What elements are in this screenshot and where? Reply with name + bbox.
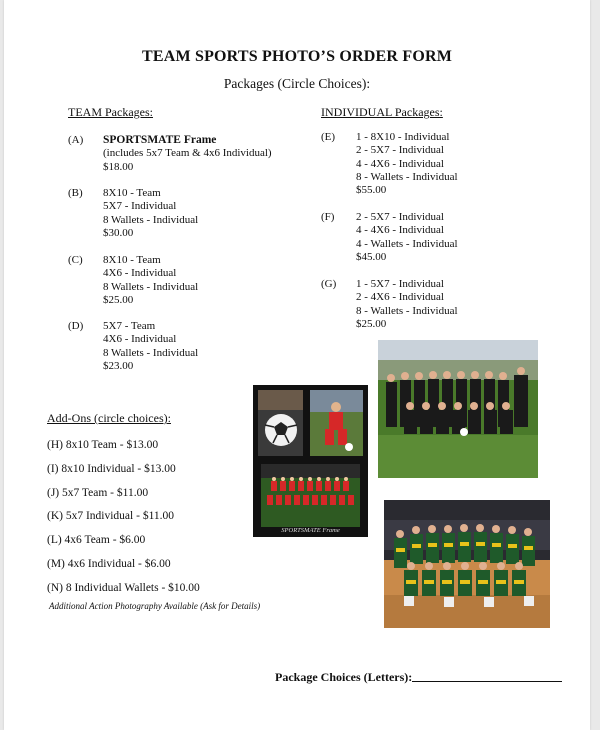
soccer-team-photo bbox=[378, 340, 538, 478]
package-price: $45.00 bbox=[356, 250, 387, 263]
package-line: 2 - 4X6 - Individual bbox=[356, 291, 444, 304]
addon-k[interactable]: (K) 5x7 Individual - $11.00 bbox=[47, 510, 175, 523]
package-line: 8X10 - Team bbox=[103, 187, 161, 199]
addon-m[interactable]: (M) 4x6 Individual - $6.00 bbox=[47, 557, 171, 570]
package-line: 4 - 4X6 - Individual bbox=[356, 224, 444, 237]
team-packages-heading: TEAM Packages: bbox=[68, 105, 153, 119]
addon-h[interactable]: (H) 8x10 Team - $13.00 bbox=[47, 439, 159, 451]
package-line: 4 - Wallets - Individual bbox=[356, 237, 458, 250]
addons-list bbox=[47, 434, 200, 601]
package-line: 4 - 4X6 - Individual bbox=[356, 157, 444, 170]
package-line: 1 - 5X7 - Individual bbox=[356, 278, 444, 290]
package-line: 5X7 - Individual bbox=[103, 200, 177, 213]
package-letter: (E) bbox=[321, 131, 336, 143]
page-title: TEAM SPORTS PHOTO’S ORDER FORM bbox=[141, 48, 453, 65]
action-photography-note: Additional Action Photography Available (Ask for Details) bbox=[49, 601, 261, 611]
package-line: 4X6 - Individual bbox=[103, 333, 177, 346]
package-price: $18.00 bbox=[103, 160, 134, 173]
package-line: 8 Wallets - Individual bbox=[103, 346, 199, 359]
package-price: $55.00 bbox=[356, 184, 387, 197]
page-subtitle: Packages (Circle Choices): bbox=[223, 76, 371, 91]
package-line: 1 - 8X10 - Individual bbox=[356, 131, 450, 143]
package-letter: (B) bbox=[68, 187, 83, 199]
order-form-page bbox=[4, 0, 590, 730]
package-line: 8 - Wallets - Individual bbox=[356, 304, 458, 317]
addon-j[interactable]: (J) 5x7 Team - $11.00 bbox=[47, 486, 149, 499]
cheer-team-photo bbox=[384, 500, 550, 628]
package-price: $25.00 bbox=[103, 293, 134, 306]
package-line: 5X7 - Team bbox=[103, 320, 156, 332]
addon-i[interactable]: (I) 8x10 Individual - $13.00 bbox=[47, 462, 176, 475]
package-line: 8X10 - Team bbox=[103, 254, 161, 266]
addon-n[interactable]: (N) 8 Individual Wallets - $10.00 bbox=[47, 581, 200, 594]
addon-l[interactable]: (L) 4x6 Team - $6.00 bbox=[47, 534, 146, 547]
package-line: 2 - 5X7 - Individual bbox=[356, 211, 444, 223]
package-letter: (F) bbox=[321, 211, 335, 223]
frame-caption: SPORTSMATE Frame bbox=[281, 527, 340, 534]
sportsmate-frame-photo bbox=[253, 385, 368, 537]
package-line: 2 - 5X7 - Individual bbox=[356, 144, 444, 157]
package-line: 8 - Wallets - Individual bbox=[356, 170, 458, 183]
package-price: $25.00 bbox=[356, 317, 387, 330]
package-letter: (D) bbox=[68, 320, 84, 332]
package-letter: (G) bbox=[321, 278, 337, 290]
package-choices-field[interactable] bbox=[412, 681, 562, 682]
package-line: 4X6 - Individual bbox=[103, 267, 177, 280]
package-letter: (A) bbox=[68, 134, 84, 146]
package-letter: (C) bbox=[68, 254, 83, 266]
package-choices-label: Package Choices (Letters): bbox=[275, 670, 413, 684]
package-line: 8 Wallets - Individual bbox=[103, 280, 199, 293]
package-price: $30.00 bbox=[103, 226, 134, 239]
addons-heading: Add-Ons (circle choices): bbox=[47, 411, 171, 425]
package-line: (includes 5x7 Team & 4x6 Individual) bbox=[103, 147, 272, 160]
package-price: $23.00 bbox=[103, 359, 134, 372]
individual-packages-heading: INDIVIDUAL Packages: bbox=[321, 105, 443, 119]
package-line: 8 Wallets - Individual bbox=[103, 213, 199, 226]
package-name: SPORTSMATE Frame bbox=[103, 134, 217, 146]
